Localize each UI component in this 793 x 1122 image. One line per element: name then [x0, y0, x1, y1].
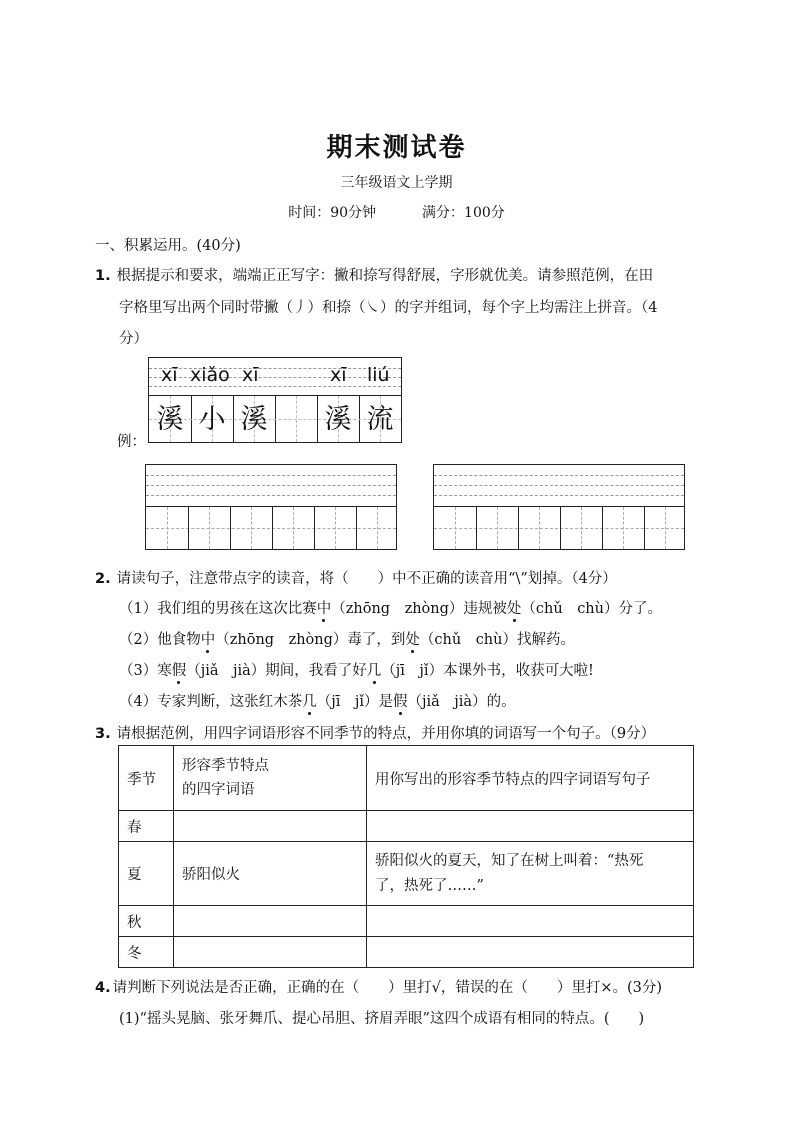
- page-title: 期末测试卷: [326, 133, 467, 163]
- question-4-stem: [95, 976, 662, 997]
- question-2-item-1: [119, 597, 662, 618]
- table-row: [119, 842, 694, 906]
- word-cell[interactable]: [174, 937, 367, 968]
- word-cell[interactable]: [174, 906, 367, 937]
- sentence-cell[interactable]: [367, 937, 694, 968]
- sentence-cell[interactable]: [367, 811, 694, 842]
- example-char: 小: [198, 404, 226, 435]
- header-season: 季节: [119, 746, 174, 811]
- question-4-item-1: (1)“摇头晃脑、张牙舞爪、提心吊胆、挤眉弄眼”这四个成语有相同的特点。( ): [119, 1011, 645, 1027]
- example-char: 溪: [324, 404, 352, 435]
- sentence-cell[interactable]: [367, 906, 694, 937]
- dotted-char: 中: [200, 632, 216, 648]
- header-sentence: 用你写出的形容季节特点的四字词语写句子: [367, 746, 694, 811]
- season-cell: 春: [119, 811, 174, 842]
- word-cell[interactable]: [174, 811, 367, 842]
- table-row: [119, 906, 694, 937]
- sentence-text: （4）专家判断，这张红木茶: [119, 694, 303, 710]
- example-label: 例：: [117, 434, 146, 450]
- question-3-stem: [95, 722, 655, 743]
- sentence-text: （zhōng zhòng）违规被: [331, 601, 507, 617]
- section-heading: 一、积累运用。(40分): [95, 238, 241, 254]
- dotted-char: 中: [316, 601, 332, 617]
- example-char: 流: [366, 404, 394, 435]
- sentence-text: （jiǎ jià）的。: [407, 694, 516, 710]
- page-subtitle: 三年级语文上学期: [340, 175, 453, 191]
- pinyin-xi: xī: [161, 364, 178, 386]
- example-char: 溪: [240, 404, 268, 435]
- sentence-text: （zhōng zhòng）毒了，到: [215, 632, 406, 648]
- sentence-text: （2）他食物: [119, 632, 201, 648]
- question-2-item-3: [119, 659, 594, 680]
- answer-grid-left[interactable]: [145, 464, 397, 550]
- dotted-char: 假: [171, 663, 187, 679]
- question-number: 2.: [95, 571, 111, 587]
- sentence-text: （3）寒: [119, 663, 172, 679]
- question-number: 4.: [95, 980, 111, 996]
- pinyin-xi: xī: [242, 364, 259, 386]
- question-text: 请读句子，注意带点字的读音，将（ ）中不正确的读音用“\”划掉。（4分）: [116, 571, 617, 587]
- question-1-line1: [95, 264, 653, 285]
- question-number: 1.: [95, 268, 111, 284]
- question-text: 根据提示和要求，端端正正写字：撇和捺写得舒展，字形就优美。请参照范例，在田: [116, 268, 654, 284]
- dotted-char: 几: [366, 663, 382, 679]
- question-2-stem: [95, 567, 617, 588]
- score-label: 满分：100分: [422, 205, 505, 221]
- example-tianzi-grid: [148, 357, 402, 443]
- time-label: 时间：90分钟: [288, 205, 377, 221]
- dotted-char: 处: [405, 632, 420, 648]
- sentence-text: （jī jǐ）是: [316, 694, 394, 710]
- example-char: 溪: [156, 404, 184, 435]
- question-2-item-4: [119, 690, 516, 711]
- question-text: 请判断下列说法是否正确，正确的在（ ）里打√，错误的在（ ）里打×。(3分): [112, 980, 663, 996]
- sentence-text: （jiǎ jià）期间，我看了好: [186, 663, 367, 679]
- question-number: 3.: [95, 726, 111, 742]
- dotted-char: 假: [393, 694, 408, 710]
- question-text: 请根据范例，用四字词语形容不同季节的特点，并用你填的词语写一个句子。（9分）: [116, 726, 656, 742]
- sentence-text: （1）我们组的男孩在这次比赛: [119, 601, 317, 617]
- table-header-row: [119, 746, 694, 811]
- answer-grid-right[interactable]: [433, 464, 685, 550]
- table-row: [119, 937, 694, 968]
- pinyin-xi: xī: [330, 364, 347, 386]
- sentence-cell: 骄阳似火的夏天，知了在树上叫着：“热死 了，热死了……”: [367, 842, 694, 906]
- season-cell: 夏: [119, 842, 174, 906]
- sentence-text: （chǔ chù）分了。: [521, 601, 662, 617]
- season-cell: 冬: [119, 937, 174, 968]
- pinyin-liu: liú: [367, 364, 390, 386]
- sentence-text: （jī jǐ）本课外书，收获可大啦!: [381, 663, 594, 679]
- question-1-line3: 分）: [119, 331, 148, 347]
- season-table: [118, 745, 694, 968]
- exam-info: [0, 202, 793, 222]
- season-cell: 秋: [119, 906, 174, 937]
- question-2-item-2: [119, 628, 575, 649]
- header-words: 形容季节特点 的四字词语: [174, 746, 367, 811]
- word-cell: 骄阳似火: [174, 842, 367, 906]
- question-1-line2: 字格里写出两个同时带撇（丿）和捺（㇏）的字并组词，每个字上均需注上拼音。（4: [119, 300, 658, 316]
- pinyin-xiao: xiǎo: [190, 364, 230, 386]
- table-row: [119, 811, 694, 842]
- dotted-char: 几: [302, 694, 317, 710]
- dotted-char: 处: [506, 601, 522, 617]
- sentence-text: （chǔ chù）找解药。: [419, 632, 575, 648]
